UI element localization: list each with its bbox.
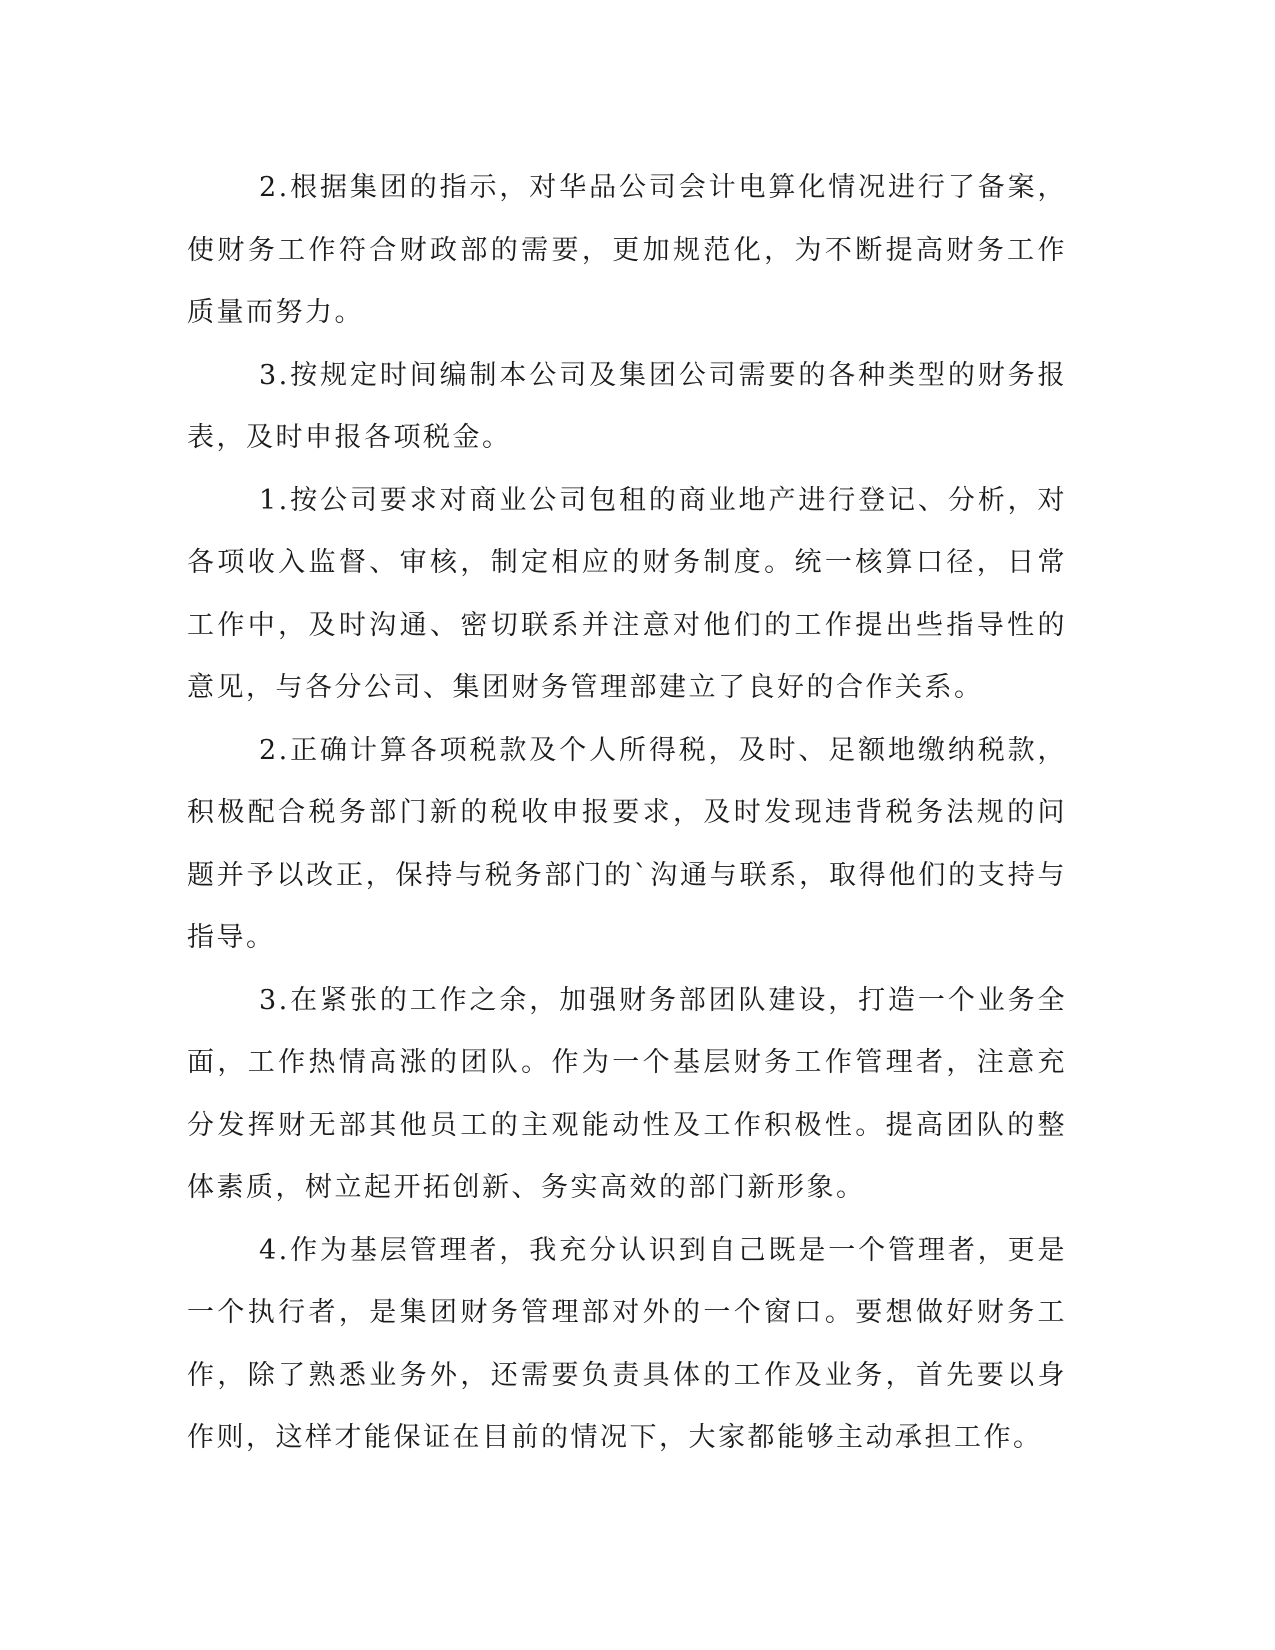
paragraph-2: 3.按规定时间编制本公司及集团公司需要的各种类型的财务报表，及时申报各项税金。 <box>187 359 1067 453</box>
document-body <box>187 157 1067 1470</box>
paragraph-6: 4.作为基层管理者，我充分认识到自己既是一个管理者，更是一个执行者，是集团财务管理部对外的一个窗口。要想做好财务工作，除了熟悉业务外，还需要负责具体的工作及业务，首先要以身作则，这样才能保证在目前的情况下，大家都能够主动承担工作。 <box>187 1234 1067 1453</box>
paragraph-4: 2.正确计算各项税款及个人所得税，及时、足额地缴纳税款，积极配合税务部门新的税收申报要求，及时发现违背税务法规的问题并予以改正，保持与税务部门的`沟通与联系，取得他们的支持与指导。 <box>187 734 1067 953</box>
paragraph-5: 3.在紧张的工作之余，加强财务部团队建设，打造一个业务全面，工作热情高涨的团队。作为一个基层财务工作管理者，注意充分发挥财无部其他员工的主观能动性及工作积极性。提高团队的整体素质，树立起开拓创新、务实高效的部门新形象。 <box>187 984 1067 1203</box>
paragraph-3: 1.按公司要求对商业公司包租的商业地产进行登记、分析，对各项收入监督、审核，制定相应的财务制度。统一核算口径，日常工作中，及时沟通、密切联系并注意对他们的工作提出些指导性的意见，与各分公司、集团财务管理部建立了良好的合作关系。 <box>187 484 1067 703</box>
paragraph-1: 2.根据集团的指示，对华品公司会计电算化情况进行了备案，使财务工作符合财政部的需要，更加规范化，为不断提高财务工作质量而努力。 <box>187 172 1067 328</box>
